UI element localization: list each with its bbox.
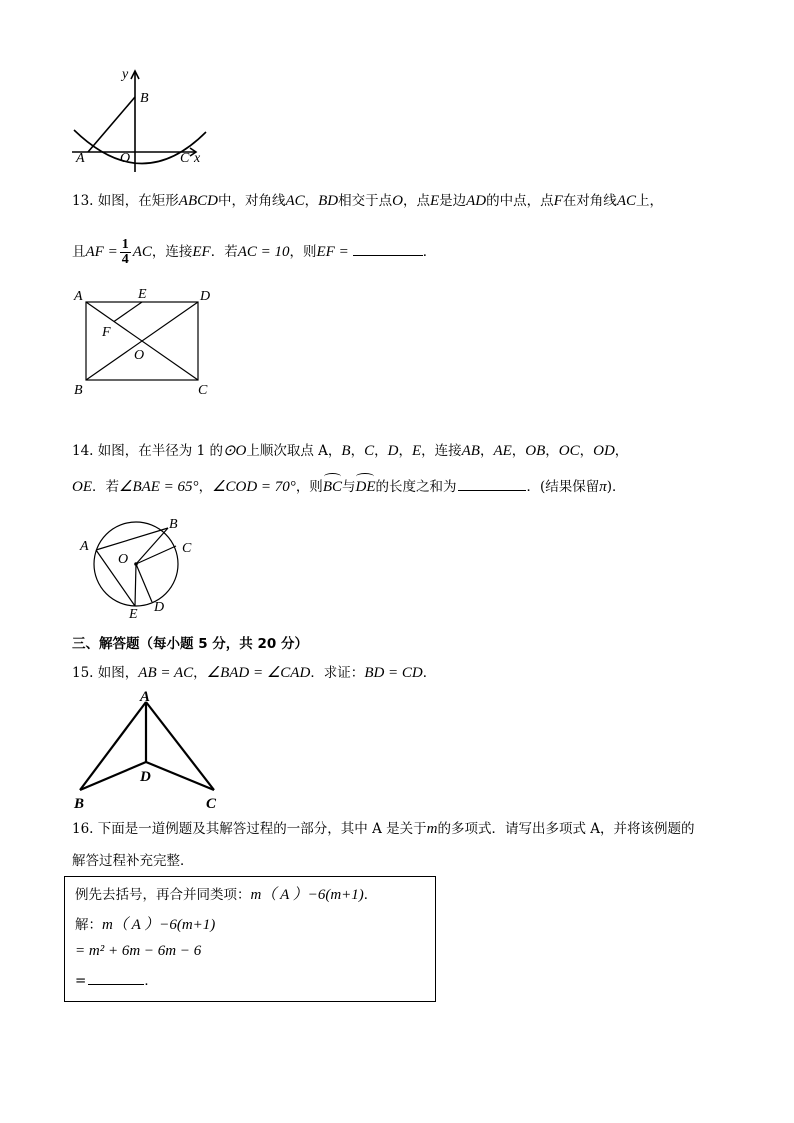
center-point [134,562,138,566]
q14-circle-figure [72,514,202,624]
arc-bc: BC [323,476,342,498]
label-o: O [120,151,131,166]
box-row-3: = m² + 6m − 6m − 6 [75,943,202,959]
q15-line1: 15. 如图，AB = AC，∠BAD = ∠CAD．求证：BD = CD． [72,665,437,681]
segment-ae [96,550,135,606]
q13-line2: 且AF = $\frac{1}{4}$ AC，连接EF．若AC = 10，则EF = ． [72,237,437,267]
fraction-one-quarter: $\frac{1}{4}$ [121,237,129,267]
label-e: E [138,287,147,302]
answer-blank-q13[interactable] [353,241,423,256]
arc-de: DE [355,476,375,498]
label-a: A [76,151,85,166]
q12-parabola-figure [68,64,218,176]
segment-od [136,564,152,602]
label-d: D [200,289,211,304]
box-row-4: = ． [75,969,158,989]
label-y: y [122,67,129,82]
label-c: C [180,151,190,166]
label-a: A [74,289,83,304]
q16-line1: 16. 下面是一道例题及其解答过程的一部分，其中 A 是关于m的多项式．请写出多项式 A，并将该例题的 [72,821,695,837]
label-o: O [134,348,145,363]
answer-blank-q16[interactable] [88,970,144,985]
label-c: C [206,796,217,812]
label-b: B [74,383,83,398]
label-b: B [140,91,149,106]
label-e: E [129,607,138,622]
segment-ef [114,302,142,322]
label-c: C [198,383,208,398]
label-d: D [140,769,151,785]
label-a: A [80,539,89,554]
label-x: x [194,151,201,166]
answer-blank-q14[interactable] [458,476,526,491]
segment-ab [96,528,168,550]
label-a: A [140,689,151,705]
label-b: B [74,796,85,812]
q16-line2: 解答过程补充完整． [72,853,194,869]
segment-oc [136,546,176,564]
box-row-2: 解：m（ A ）−6(m+1) [75,917,216,933]
label-c: C [182,541,192,556]
q13-line1: 13. 如图，在矩形ABCD中，对角线AC，BD相交于点O，点E是边AD的中点，点F在对角线AC上， [72,193,663,209]
label-b: B [169,517,178,532]
box-row-1: 例先去括号，再合并同类项：m（ A ）−6(m+1)． [75,887,378,903]
section-3-heading: 三、解答题（每小题 5 分，共 20 分） [72,636,308,652]
label-d: D [154,600,165,615]
q13-rectangle-figure [70,284,230,400]
q14-line1: 14. 如图，在半径为 1 的⊙O上顺次取点 A，B，C，D，E，连接AB，AE，OB，OC，OD， [72,443,629,459]
label-f: F [102,325,111,340]
label-o: O [118,552,129,567]
segment-oe [135,564,136,606]
example-box [64,876,436,1002]
q14-line2: OE．若∠BAE = 65°，∠COD = 70°，则BC与DE的长度之和为 ．(结果保留π)． [72,476,626,498]
q15-triangle-figure [70,688,230,814]
segment-ab [88,97,135,152]
